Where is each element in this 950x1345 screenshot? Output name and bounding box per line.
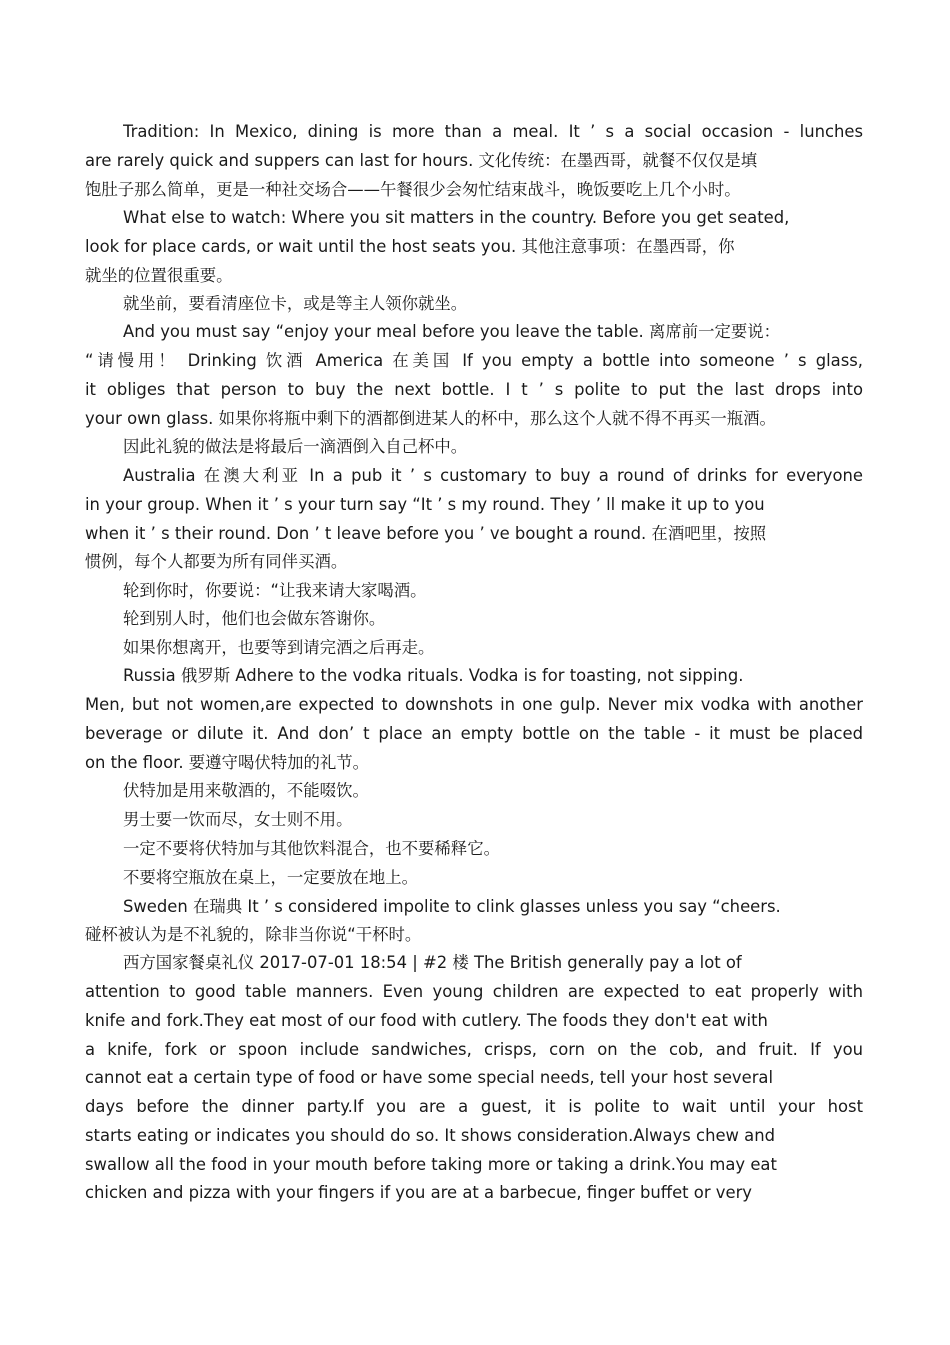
text-line: days before the dinner party.If you are a guest, it is polite to wait until your host bbox=[85, 1097, 863, 1116]
text-line: And you must say “enjoy your meal before you leave the table. 离席前一定要说： bbox=[123, 322, 781, 341]
text-line: 西方国家餐桌礼仪 2017-07-01 18:54 | #2 楼 The British generally pay a lot of bbox=[123, 953, 742, 972]
text-line: swallow all the food in your mouth before taking more or taking a drink.You may eat bbox=[85, 1155, 777, 1174]
text-line: 饱肚子那么简单，更是一种社交场合——午餐很少会匆忙结束战斗，晚饭要吃上几个小时。 bbox=[85, 180, 741, 199]
text-line: 轮到别人时，他们也会做东答谢你。 bbox=[123, 609, 386, 628]
text-line: 轮到你时，你要说：“让我来请大家喝酒。 bbox=[123, 581, 427, 600]
text-line: 就坐的位置很重要。 bbox=[85, 266, 233, 285]
text-line: when it ’ s their round. Don ’ t leave before you ’ ve bought a round. 在酒吧里，按照 bbox=[85, 524, 767, 543]
text-line: attention to good table manners. Even young children are expected to eat properly with bbox=[85, 982, 863, 1001]
text-line: a knife, fork or spoon include sandwiches, crisps, corn on the cob, and fruit. If you bbox=[85, 1040, 863, 1059]
text-line: 不要将空瓶放在桌上，一定要放在地上。 bbox=[123, 868, 419, 887]
text-line: 惯例，每个人都要为所有同伴买酒。 bbox=[85, 552, 348, 571]
text-line: Men, but not women,are expected to downshots in one gulp. Never mix vodka with another bbox=[85, 695, 863, 714]
text-line: “请慢用！ Drinking 饮酒 America 在美国 If you empty a bottle into someone ’ s glass, bbox=[85, 351, 863, 370]
text-line: on the floor. 要遵守喝伏特加的礼节。 bbox=[85, 753, 370, 772]
text-line: your own glass. 如果你将瓶中剩下的酒都倒进某人的杯中，那么这个人就不得不再买一瓶酒。 bbox=[85, 409, 776, 428]
text-line: knife and fork.They eat most of our food with cutlery. The foods they don't eat with bbox=[85, 1011, 768, 1030]
text-line: cannot eat a certain type of food or have some special needs, tell your host several bbox=[85, 1068, 774, 1087]
text-line: Australia 在澳大利亚 In a pub it ’ s customary to buy a round of drinks for everyone bbox=[123, 466, 863, 485]
text-line: 如果你想离开，也要等到请完酒之后再走。 bbox=[123, 638, 435, 657]
text-line: 一定不要将伏特加与其他饮料混合，也不要稀释它。 bbox=[123, 839, 500, 858]
text-line: 碰杯被认为是不礼貌的，除非当你说“干杯时。 bbox=[85, 925, 422, 944]
text-line: 就坐前，要看清座位卡，或是等主人领你就坐。 bbox=[123, 294, 468, 313]
text-line: Sweden 在瑞典 It ’ s considered impolite to clink glasses unless you say “cheers. bbox=[123, 897, 781, 916]
text-line: Russia 俄罗斯 Adhere to the vodka rituals. Vodka is for toasting, not sipping. bbox=[123, 666, 744, 685]
text-line: chicken and pizza with your fingers if you are at a barbecue, finger buffet or very bbox=[85, 1183, 753, 1202]
text-line: 男士要一饮而尽，女士则不用。 bbox=[123, 810, 353, 829]
text-line: 伏特加是用来敬酒的，不能啜饮。 bbox=[123, 781, 369, 800]
text-line: are rarely quick and suppers can last for hours. 文化传统：在墨西哥，就餐不仅仅是填 bbox=[85, 151, 758, 170]
text-line: starts eating or indicates you should do so. It shows consideration.Always chew and bbox=[85, 1126, 775, 1145]
text-line: look for place cards, or wait until the host seats you. 其他注意事项：在墨西哥，你 bbox=[85, 237, 735, 256]
text-line: it obliges that person to buy the next bottle. I t ’ s polite to put the last drops into bbox=[85, 380, 863, 399]
text-line: in your group. When it ’ s your turn say “It ’ s my round. They ’ ll make it up to you bbox=[85, 495, 765, 514]
text-line: Tradition: In Mexico, dining is more than a meal. It ’ s a social occasion - lunches bbox=[123, 122, 863, 141]
text-line: 因此礼貌的做法是将最后一滴酒倒入自己杯中。 bbox=[123, 437, 468, 456]
text-line: beverage or dilute it. And don’ t place an empty bottle on the table - it must be placed bbox=[85, 724, 863, 743]
text-line: What else to watch: Where you sit matters in the country. Before you get seated, bbox=[123, 208, 790, 227]
